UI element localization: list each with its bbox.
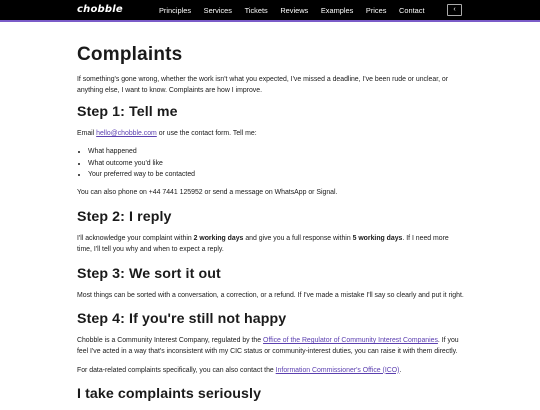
step3-section: [77, 266, 464, 301]
step4-section: [77, 311, 464, 376]
step4-ico-text: [77, 365, 464, 376]
step4-text-part: .: [399, 366, 402, 374]
step4-heading: Step 4: If you're still not happy: [77, 311, 287, 328]
step1-section: [77, 104, 464, 199]
theme-toggle-button[interactable]: [447, 4, 462, 16]
step4-cic-text: [77, 335, 464, 358]
main-content: [77, 22, 464, 410]
chevron-left-icon: ‹: [453, 6, 456, 13]
ack-deadline: 2 working days: [193, 234, 244, 242]
step1-heading: Step 1: Tell me: [77, 103, 178, 120]
page-title: Complaints: [77, 44, 183, 65]
regulator-link[interactable]: Office of the Regulator of Community Interest Companies: [263, 337, 438, 345]
brand-logo[interactable]: chobble: [77, 4, 123, 15]
nav-services[interactable]: Services: [203, 6, 232, 15]
nav-contact[interactable]: Contact: [399, 6, 425, 15]
step4-text-part: For data-related complaints specifically, you can also contact the: [77, 366, 276, 374]
final-heading: I take complaints seriously: [77, 386, 262, 403]
email-suffix: or use the contact form. Tell me:: [156, 129, 257, 137]
intro-text: If something's gone wrong, whether the work isn't what you expected, I've missed a deadline, I've been rude or unclear, or anything else, I want to know. Complaints are how I improve.: [77, 76, 449, 95]
list-item: • What happened: [88, 146, 464, 157]
step1-phone-text: You can also phone on +44 7441 125952 or send a message on WhatsApp or Signal.: [77, 189, 338, 197]
step2-text: [77, 233, 464, 256]
step1-email-text: [77, 128, 464, 139]
email-link[interactable]: hello@chobble.com: [96, 129, 157, 137]
step2-heading: Step 2: I reply: [77, 208, 172, 225]
step4-text-part: Chobble is a Community Interest Company, regulated by the: [77, 337, 264, 345]
nav-principles[interactable]: Principles: [159, 6, 192, 15]
list-item: • What outcome you'd like: [88, 158, 464, 169]
nav-tickets[interactable]: Tickets: [244, 6, 268, 15]
step2-text-part: and give you a full response within: [243, 234, 353, 242]
step1-list: [77, 146, 464, 180]
step2-text-part: . If I need more time, I'll tell you why and when to expect a reply.: [77, 234, 449, 254]
step2-section: [77, 209, 464, 256]
nav-examples[interactable]: Examples: [320, 6, 354, 15]
step2-text-part: I'll acknowledge your complaint within: [77, 234, 194, 242]
response-deadline: 5 working days: [352, 234, 403, 242]
nav-reviews[interactable]: Reviews: [280, 6, 309, 15]
step3-text: Most things can be sorted with a conversation, a correction, or a refund. If I've made a mistake I'll say so clearly and put it right.: [77, 291, 464, 299]
top-nav-bar: [0, 0, 540, 22]
ico-link[interactable]: Information Commissioner's Office (ICO): [275, 366, 400, 374]
main-nav: [159, 6, 437, 15]
list-item: • Your preferred way to be contacted: [88, 169, 464, 180]
nav-prices[interactable]: Prices: [365, 6, 387, 15]
step4-text-part: . If you feel I've acted in a way that's inconsistent with my CIC status or community-interest duties, you can raise it with them directly.: [77, 337, 459, 356]
email-prefix: Email: [77, 129, 97, 137]
step3-heading: Step 3: We sort it out: [77, 265, 221, 282]
